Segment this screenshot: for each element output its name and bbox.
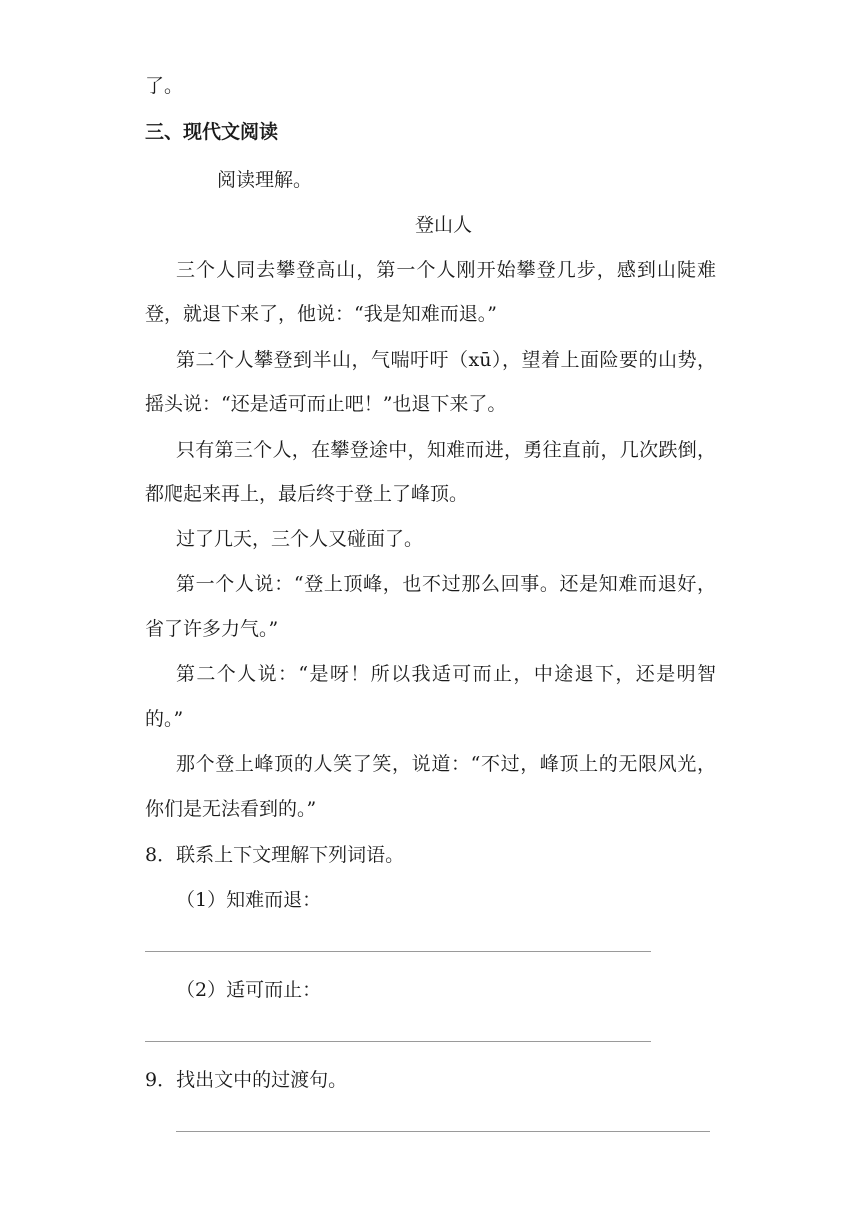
top-fragment: 了。	[145, 75, 184, 97]
paragraph-7-line-1: 那个登上峰顶的人笑了笑，说道：“不过，峰顶上的无限风光，	[176, 753, 716, 775]
question-8-sub-1: （1）知难而退：	[176, 889, 322, 911]
paragraph-2-line-1: 第二个人攀登到半山，气喘吁吁（xū），望着上面险要的山势，	[176, 349, 716, 371]
question-8: 8．联系上下文理解下列词语。	[145, 844, 405, 866]
paragraph-7-line-2: 你们是无法看到的。”	[145, 798, 317, 820]
instruction: 阅读理解。	[217, 169, 313, 191]
paragraph-5-line-1: 第一个人说：“登上顶峰，也不过那么回事。还是知难而退好，	[176, 573, 716, 595]
question-9: 9．找出文中的过渡句。	[145, 1069, 348, 1091]
answer-line-8-1[interactable]	[145, 951, 651, 952]
paragraph-1-line-1: 三个人同去攀登高山，第一个人刚开始攀登几步，感到山陡难	[176, 259, 716, 281]
paragraph-6-line-2: 的。”	[145, 708, 184, 730]
answer-line-9[interactable]	[176, 1131, 710, 1132]
answer-line-8-2[interactable]	[145, 1041, 651, 1042]
paragraph-5-line-2: 省了许多力气。”	[145, 618, 279, 640]
section-heading: 三、现代文阅读	[145, 121, 279, 143]
story-title: 登山人	[415, 214, 473, 236]
paragraph-6-line-1: 第二个人说：“是呀！所以我适可而止，中途退下，还是明智	[176, 663, 716, 685]
paragraph-3-line-1: 只有第三个人，在攀登途中，知难而进，勇往直前，几次跌倒，	[176, 439, 716, 461]
question-8-sub-2: （2）适可而止：	[176, 979, 322, 1001]
paragraph-4-line-1: 过了几天，三个人又碰面了。	[176, 528, 424, 550]
paragraph-3-line-2: 都爬起来再上，最后终于登上了峰顶。	[145, 483, 469, 505]
paragraph-1-line-2: 登，就退下来了，他说：“我是知难而退。”	[145, 303, 497, 325]
paragraph-2-line-2: 摇头说：“还是适可而止吧！”也退下来了。	[145, 393, 507, 415]
